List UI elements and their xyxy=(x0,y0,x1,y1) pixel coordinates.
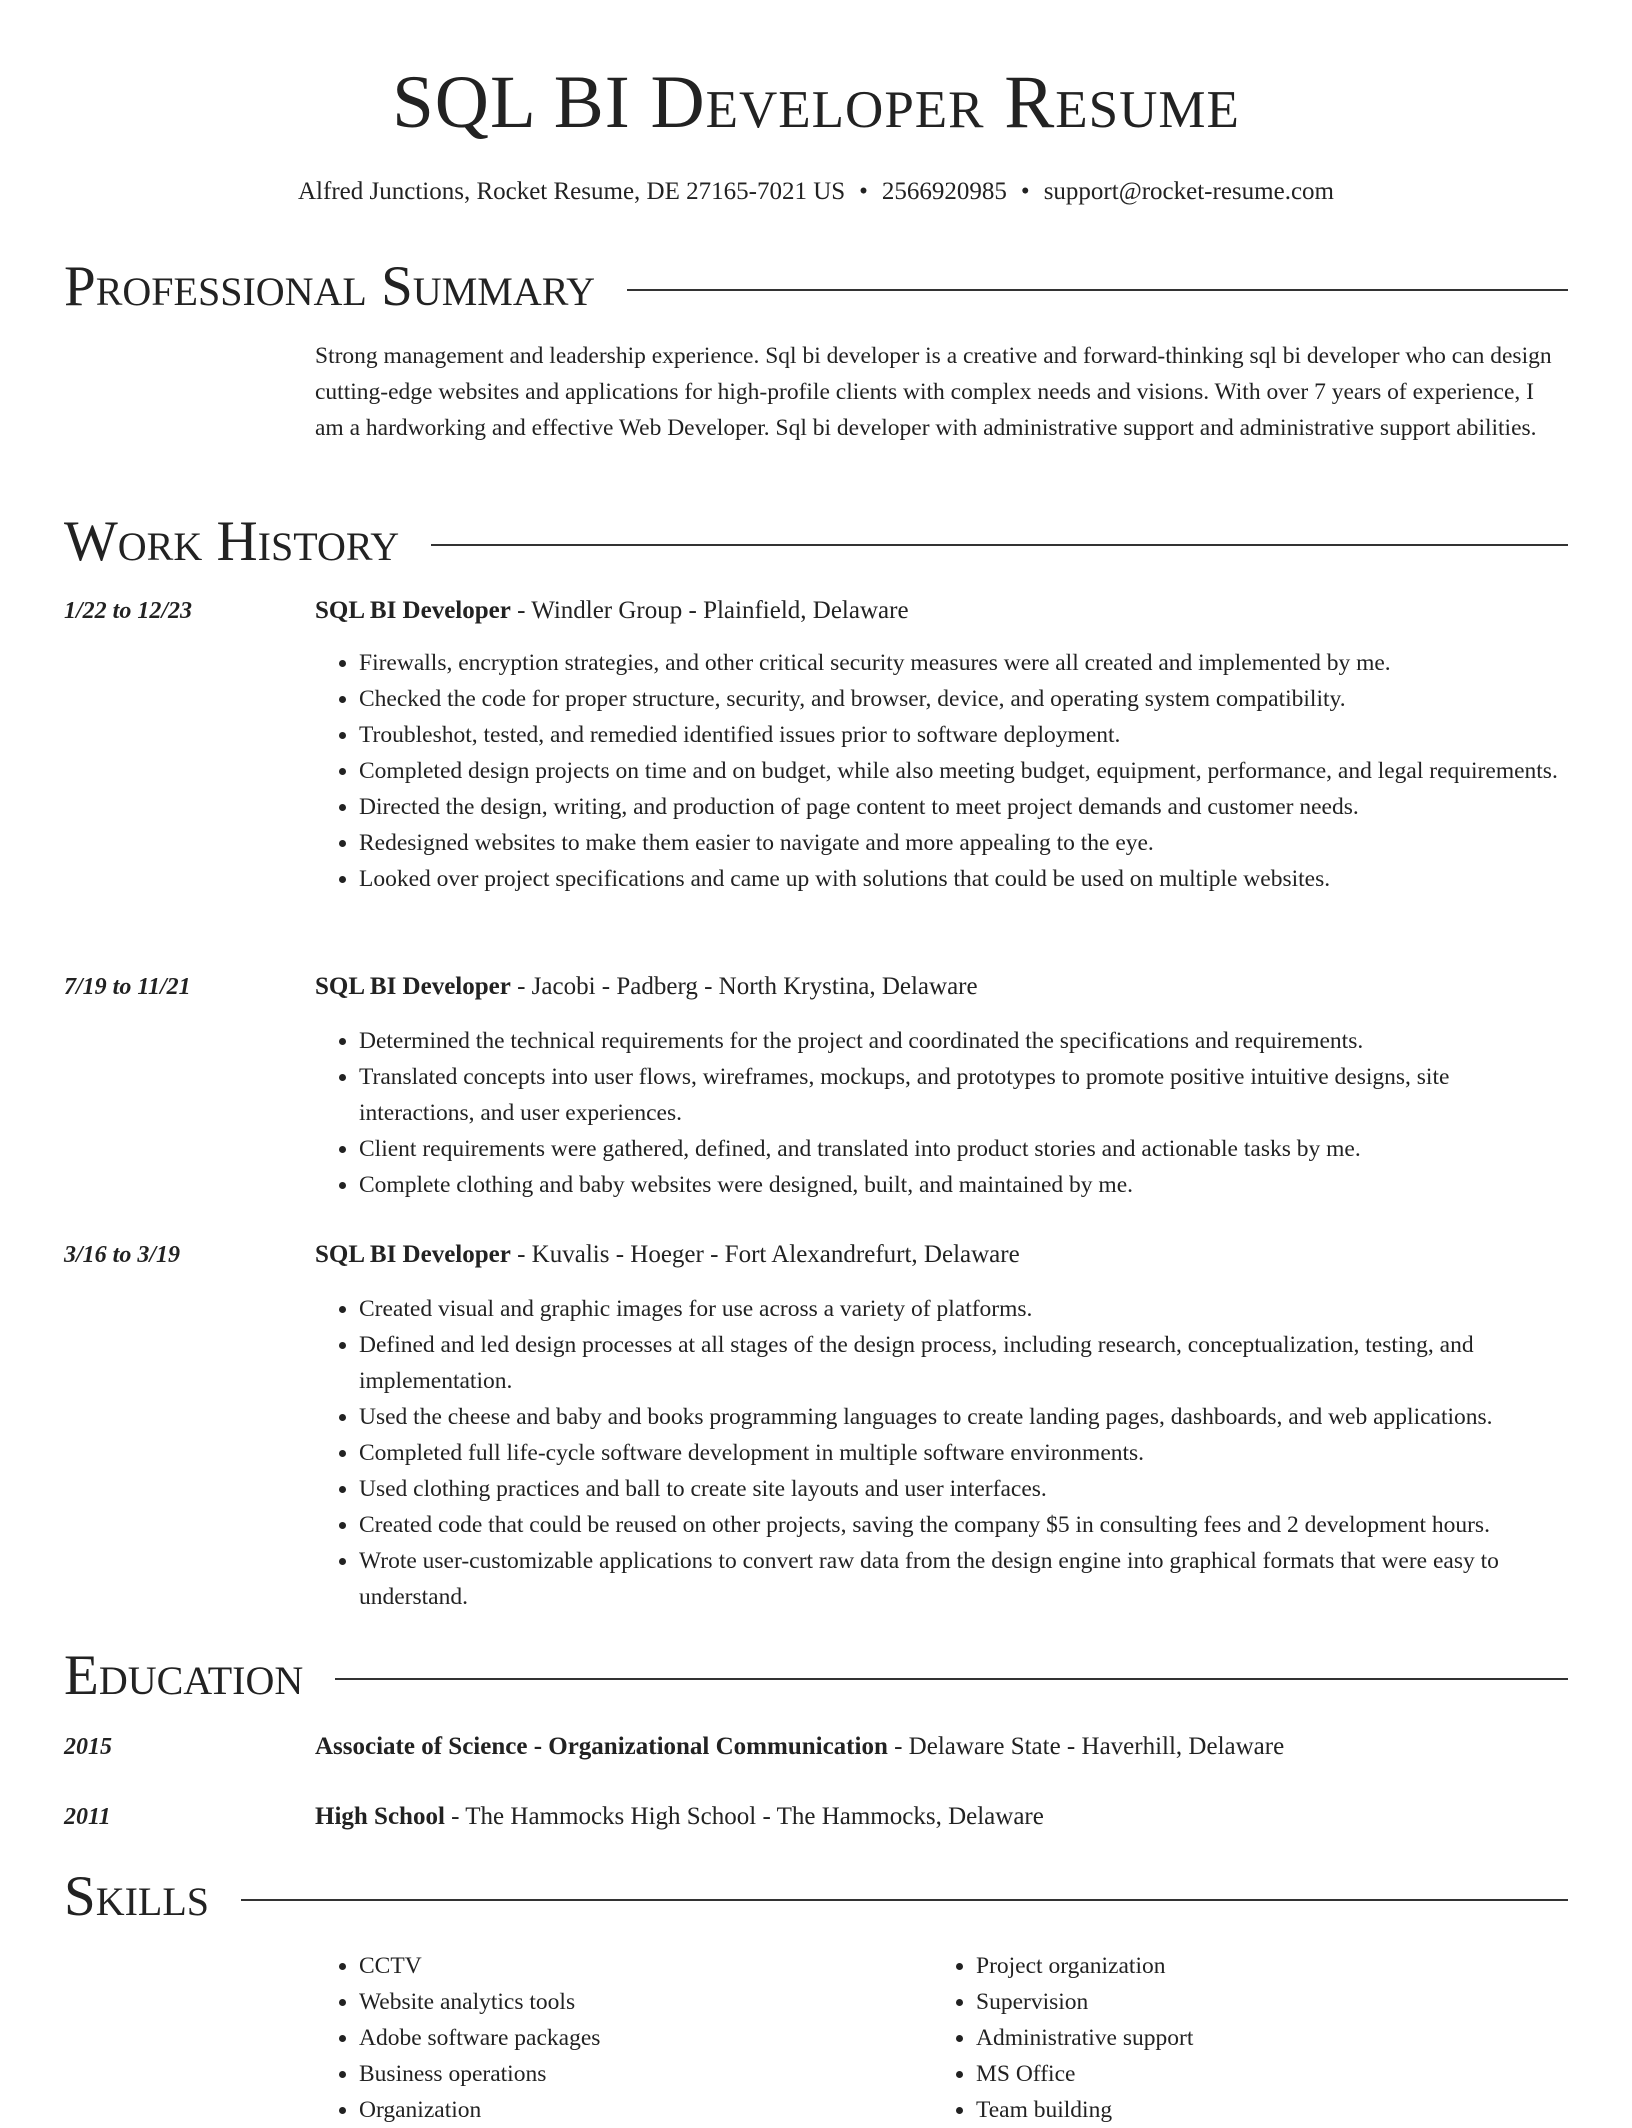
job-bullet: • Firewalls, encryption strategies, and other critical security measures were all created and implemented by me. xyxy=(359,645,1568,681)
job-bullet: • Used the cheese and baby and books programming languages to create landing pages, dashboards, and web applications. xyxy=(359,1399,1568,1435)
section-title-skills: Skills xyxy=(64,1865,210,1928)
skill-item: • Website analytics tools xyxy=(359,1984,932,2020)
job-details: - Windler Group - Plainfield, Delaware xyxy=(510,597,909,624)
section-divider xyxy=(627,289,1568,291)
contact-separator: • xyxy=(1020,178,1030,205)
skill-item: • Administrative support xyxy=(976,2020,1549,2056)
education-year: 2015 xyxy=(64,1734,112,1760)
section-header-education xyxy=(64,1643,1568,1709)
job-heading xyxy=(315,969,1568,1005)
job-bullet: • Completed design projects on time and on budget, while also meeting budget, equipment, performance, and legal requirements. xyxy=(359,753,1568,789)
education-entry xyxy=(315,1729,1568,1765)
contact-email: support@rocket-resume.com xyxy=(1043,178,1334,205)
section-title-work-history: Work History xyxy=(64,510,400,573)
job-bullet: • Client requirements were gathered, defined, and translated into product stories and actionable tasks by me. xyxy=(359,1131,1568,1167)
education-degree: Associate of Science - Organizational Communication xyxy=(315,1733,888,1760)
job-bullet: • Troubleshot, tested, and remedied identified issues prior to software deployment. xyxy=(359,717,1568,753)
section-divider xyxy=(431,544,1568,546)
job-bullet: • Translated concepts into user flows, wireframes, mockups, and prototypes to promote positive intuitive designs, site interactions, and user experiences. xyxy=(359,1059,1568,1131)
skill-item: • MS Office xyxy=(976,2056,1549,2092)
skills-list-right xyxy=(932,1948,1549,2128)
job-bullet: • Looked over project specifications and came up with solutions that could be used on multiple websites. xyxy=(359,861,1568,897)
job-dates: 3/16 to 3/19 xyxy=(64,1242,181,1268)
resume-title: SQL BI Developer Resume xyxy=(392,61,1240,144)
section-header-summary xyxy=(64,254,1568,320)
skill-item: • Supervision xyxy=(976,1984,1549,2020)
job-title: SQL BI Developer xyxy=(315,597,511,624)
job-bullet: • Used clothing practices and ball to create site layouts and user interfaces. xyxy=(359,1471,1568,1507)
job-title: SQL BI Developer xyxy=(315,1241,511,1268)
contact-separator: • xyxy=(859,178,868,205)
education-details: - Delaware State - Haverhill, Delaware xyxy=(887,1733,1285,1760)
job-details: - Jacobi - Padberg - North Krystina, Delaware xyxy=(510,973,978,1000)
job-bullet: • Directed the design, writing, and production of page content to meet project demands and customer needs. xyxy=(359,789,1568,825)
skills-list-left xyxy=(315,1948,932,2128)
job-bullet-list xyxy=(315,1291,1568,1615)
job-bullet: • Checked the code for proper structure, security, and browser, device, and operating system compatibility. xyxy=(359,681,1568,717)
education-year: 2011 xyxy=(64,1804,111,1830)
job-bullet: • Created visual and graphic images for use across a variety of platforms. xyxy=(359,1291,1568,1327)
job-bullet: • Defined and led design processes at all stages of the design process, including research, conceptualization, testing, and implementation. xyxy=(359,1327,1568,1399)
education-degree: High School xyxy=(315,1803,445,1830)
job-dates: 1/22 to 12/23 xyxy=(64,598,193,624)
skill-item: • Organization xyxy=(359,2092,932,2128)
job-bullet-list xyxy=(315,645,1568,897)
job-bullet: • Redesigned websites to make them easier to navigate and more appealing to the eye. xyxy=(359,825,1568,861)
skill-item: • Project organization xyxy=(976,1948,1549,1984)
skill-item: • Adobe software packages xyxy=(359,2020,932,2056)
contact-line xyxy=(0,174,1632,210)
skill-item: • Team building xyxy=(976,2092,1549,2128)
job-details: - Kuvalis - Hoeger - Fort Alexandrefurt, Delaware xyxy=(510,1241,1020,1268)
job-bullet: • Complete clothing and baby websites were designed, built, and maintained by me. xyxy=(359,1167,1568,1203)
section-title-summary: Professional Summary xyxy=(64,255,596,318)
job-bullet: • Created code that could be reused on other projects, saving the company $5 in consulting fees and 2 development hours. xyxy=(359,1507,1568,1543)
skill-item: • Business operations xyxy=(359,2056,932,2092)
job-title: SQL BI Developer xyxy=(315,973,511,1000)
education-entry xyxy=(315,1799,1568,1835)
job-heading xyxy=(315,1237,1568,1273)
job-bullet: • Wrote user-customizable applications to convert raw data from the design engine into graphical formats that were easy to understand. xyxy=(359,1543,1568,1615)
education-details: - The Hammocks High School - The Hammocks, Delaware xyxy=(444,1803,1044,1830)
contact-address: Alfred Junctions, Rocket Resume, DE 27165-7021 US xyxy=(298,178,846,205)
contact-phone: 2566920985 xyxy=(881,178,1007,205)
job-heading xyxy=(315,593,1568,629)
section-divider xyxy=(241,1899,1568,1901)
skill-item: • CCTV xyxy=(359,1948,932,1984)
job-bullet-list xyxy=(315,1023,1568,1203)
section-header-work-history xyxy=(64,509,1568,575)
section-divider xyxy=(335,1678,1568,1680)
job-bullet: • Completed full life-cycle software development in multiple software environments. xyxy=(359,1435,1568,1471)
section-header-skills xyxy=(64,1864,1568,1930)
summary-text: Strong management and leadership experience. Sql bi developer is a creative and forward-thinking sql bi developer who can design cutting-edge websites and applications for high-profile clients with complex needs and visions. With over 7 years of experience, I am a hardworking and effective Web Developer. Sql bi developer with administrative support and administrative support abilities. xyxy=(315,343,1552,441)
job-dates: 7/19 to 11/21 xyxy=(64,974,191,1000)
job-bullet: • Determined the technical requirements for the project and coordinated the specifications and requirements. xyxy=(359,1023,1568,1059)
section-title-education: Education xyxy=(64,1644,304,1707)
